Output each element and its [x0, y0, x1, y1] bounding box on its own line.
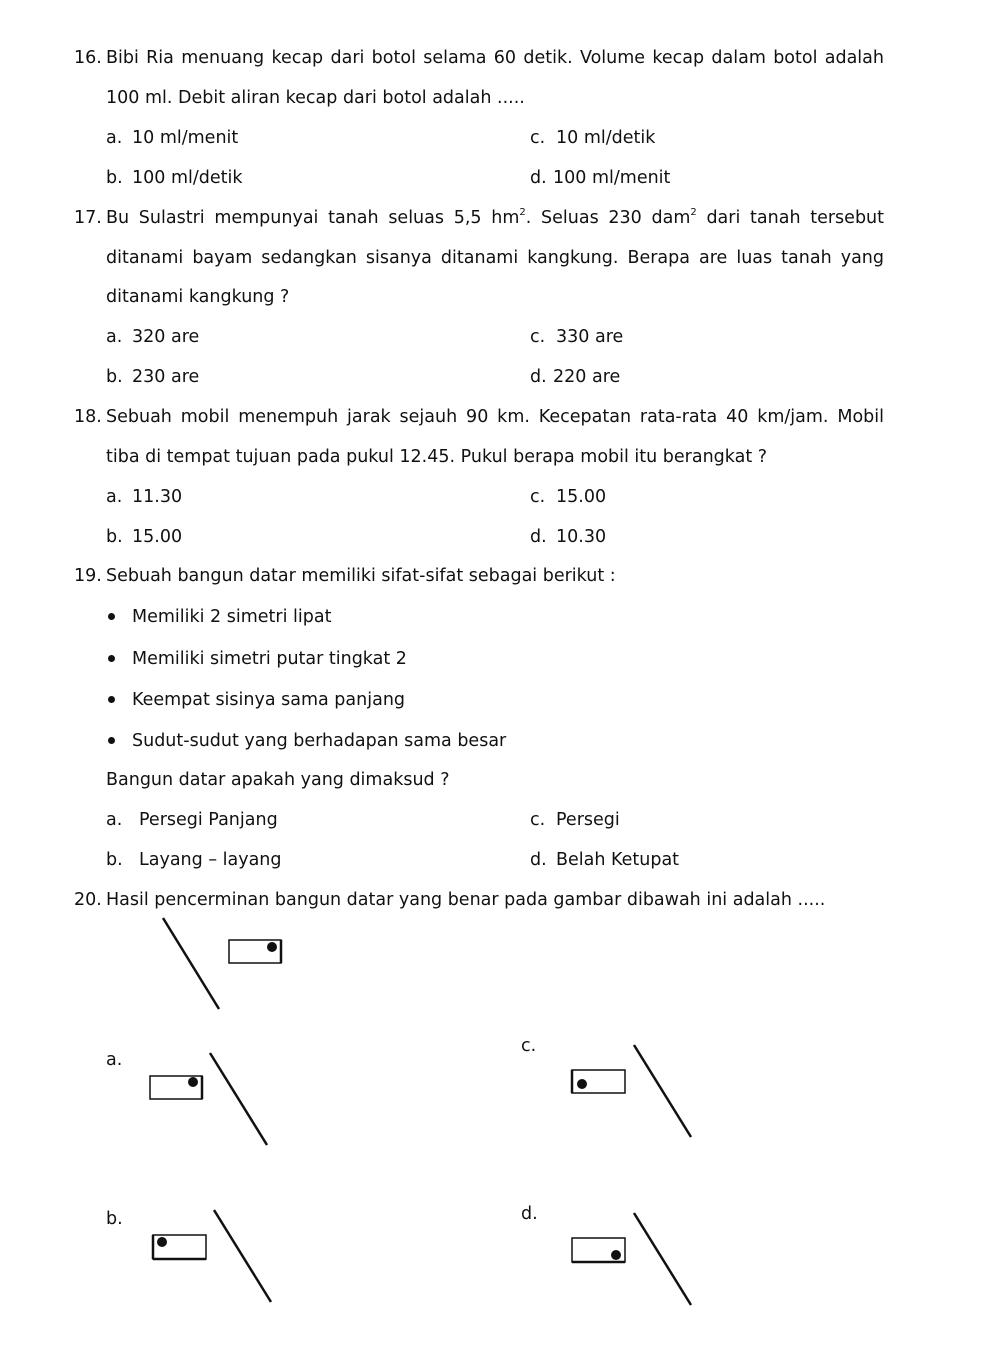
q20-option-a-letter: a. — [106, 1050, 123, 1070]
q20-option-b-figure — [153, 1210, 271, 1302]
q19-option-a-letter: a. — [106, 810, 123, 830]
q19-question: Bangun datar apakah yang dimaksud ? — [106, 770, 450, 790]
q17-line1-post: dari tanah tersebut — [696, 208, 885, 228]
q17-option-a-letter: a. — [106, 327, 123, 347]
q19-option-d-text: Belah Ketupat — [556, 850, 680, 870]
q18-option-c-letter: c. — [530, 487, 546, 507]
q18-text-line2: tiba di tempat tujuan pada pukul 12.45. Pukul berapa mobil itu berangkat ? — [106, 447, 768, 467]
dot-marker — [267, 942, 277, 952]
q18-option-a-text: 11.30 — [132, 487, 183, 507]
q16-option-d-text: 100 ml/menit — [553, 168, 671, 188]
q16-option-c-text: 10 ml/detik — [556, 128, 656, 148]
q19-number: 19. — [74, 566, 102, 586]
q20-option-a-figure — [150, 1053, 267, 1145]
dot-marker — [157, 1237, 167, 1247]
q17-exponent-1: 2 — [519, 207, 526, 218]
q19-bullet-2: Memiliki simetri putar tingkat 2 — [132, 649, 407, 669]
q19-bullet-1: Memiliki 2 simetri lipat — [132, 607, 332, 627]
dot-marker — [577, 1079, 587, 1089]
dot-marker — [188, 1077, 198, 1087]
q16-option-a-text: 10 ml/menit — [132, 128, 239, 148]
q18-option-a-letter: a. — [106, 487, 123, 507]
q17-exponent-2: 2 — [690, 207, 697, 218]
q16-option-a-letter: a. — [106, 128, 123, 148]
q17-option-d-text: 220 are — [553, 367, 621, 387]
q19-bullet-4: Sudut-sudut yang berhadapan sama besar — [132, 731, 507, 751]
mirror-line — [163, 918, 219, 1009]
q17-line1-mid: . Seluas 230 dam — [525, 208, 691, 228]
q18-number: 18. — [74, 407, 102, 427]
q18-option-b-text: 15.00 — [132, 527, 183, 547]
q18-option-d-text: 10.30 — [556, 527, 607, 547]
q19-option-d-letter: d. — [530, 850, 547, 870]
q19-option-a-text: Persegi Panjang — [139, 810, 278, 830]
mirror-line — [210, 1053, 267, 1145]
q19-option-b-text: Layang – layang — [139, 850, 282, 870]
q16-option-b-letter: b. — [106, 168, 123, 188]
q17-option-a-text: 320 are — [132, 327, 200, 347]
q16-text-line1: Bibi Ria menuang kecap dari botol selama 60 detik. Volume kecap dalam botol adalah — [106, 48, 884, 68]
q19-bullet-3: Keempat sisinya sama panjang — [132, 690, 406, 710]
q20-option-c-figure — [572, 1045, 691, 1137]
mirror-line — [634, 1045, 691, 1137]
q19-option-c-text: Persegi — [556, 810, 620, 830]
q17-option-c-letter: c. — [530, 327, 546, 347]
mirror-line — [214, 1210, 271, 1302]
q19-text-line1: Sebuah bangun datar memiliki sifat-sifat sebagai berikut : — [106, 566, 616, 586]
q18-option-b-letter: b. — [106, 527, 123, 547]
q16-text-line2: 100 ml. Debit aliran kecap dari botol adalah ..... — [106, 88, 525, 108]
q16-option-b-text: 100 ml/detik — [132, 168, 243, 188]
q17-text-line3: ditanami kangkung ? — [106, 287, 290, 307]
q17-option-c-text: 330 are — [556, 327, 624, 347]
q20-text-line1: Hasil pencerminan bangun datar yang benar pada gambar dibawah ini adalah ..... — [106, 890, 826, 910]
q17-option-b-text: 230 are — [132, 367, 200, 387]
q20-option-d-figure — [572, 1213, 691, 1305]
q19-option-b-letter: b. — [106, 850, 123, 870]
q20-option-c-letter: c. — [521, 1036, 537, 1056]
q16-number: 16. — [74, 48, 102, 68]
q20-original-figure — [163, 918, 281, 1009]
mirror-line — [634, 1213, 691, 1305]
q17-line1-pre: Bu Sulastri mempunyai tanah seluas 5,5 hm — [106, 208, 520, 228]
q17-text-line2: ditanami bayam sedangkan sisanya ditanami kangkung. Berapa are luas tanah yang — [106, 248, 884, 268]
q16-option-d-letter: d. — [530, 168, 547, 188]
q18-option-c-text: 15.00 — [556, 487, 607, 507]
q16-option-c-letter: c. — [530, 128, 546, 148]
q20-option-d-letter: d. — [521, 1204, 538, 1224]
q17-option-d-letter: d. — [530, 367, 547, 387]
dot-marker — [611, 1250, 621, 1260]
q20-option-b-letter: b. — [106, 1209, 123, 1229]
q18-text-line1: Sebuah mobil menempuh jarak sejauh 90 km. Kecepatan rata-rata 40 km/jam. Mobil — [106, 407, 884, 427]
q18-option-d-letter: d. — [530, 527, 547, 547]
q17-number: 17. — [74, 208, 102, 228]
q20-number: 20. — [74, 890, 102, 910]
q17-option-b-letter: b. — [106, 367, 123, 387]
q19-option-c-letter: c. — [530, 810, 546, 830]
